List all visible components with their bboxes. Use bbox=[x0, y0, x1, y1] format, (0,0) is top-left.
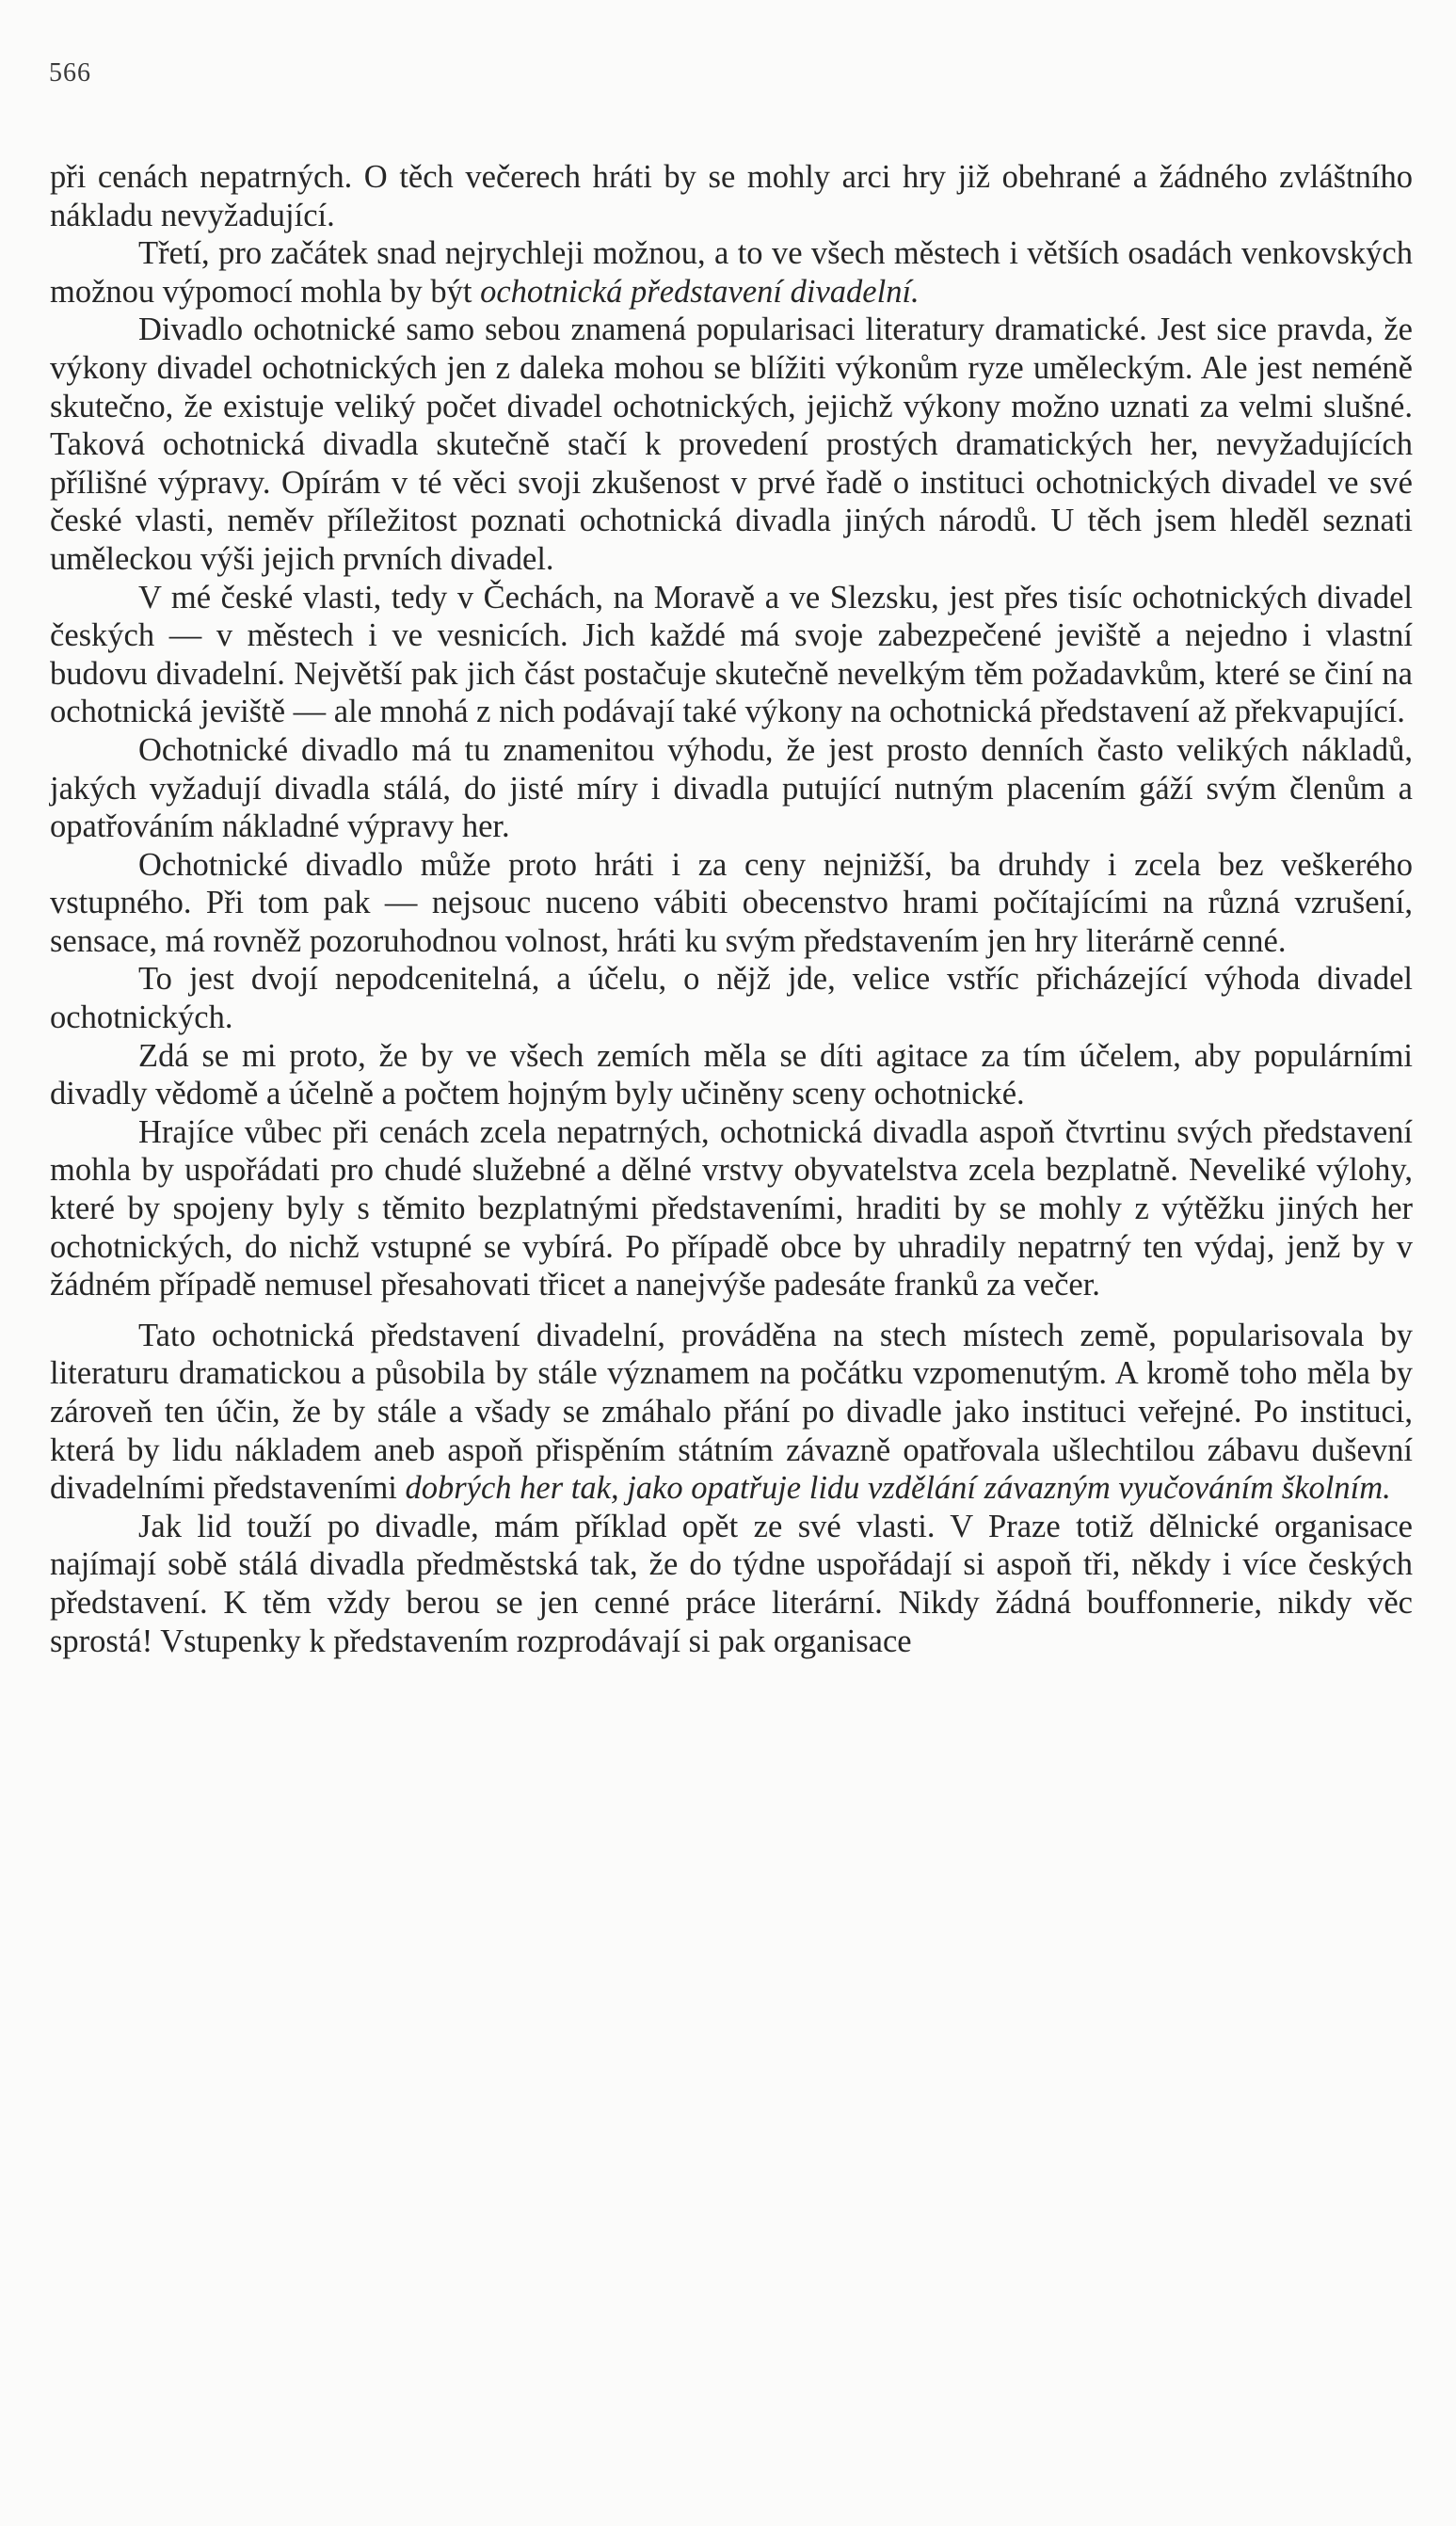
paragraph bbox=[50, 960, 1413, 1036]
text-run: Jak lid touží po divadle, mám příklad opět ze své vlasti. V Praze totiž dělnické organisace najímají sobě stálá divadla předměstská tak, že do týdne uspořádají si aspoň tři, někdy i více českých představení. K těm vždy berou se jen cenné práce literární. Nikdy žádná bouffonnerie, nikdy věc sprostá! Vstupenky k představením rozprodávají si pak organisace bbox=[50, 1508, 1413, 1659]
paragraph bbox=[50, 1317, 1413, 1508]
paragraph bbox=[50, 158, 1413, 234]
text-run: Zdá se mi proto, že by ve všech zemích měla se díti agitace za tím účelem, aby populárními divadly vědomě a účelně a počtem hojným byly učiněny sceny ochotnické. bbox=[50, 1037, 1413, 1112]
text-run: Hrajíce vůbec při cenách zcela nepatrných, ochotnická divadla aspoň čtvrtinu svých představení mohla by uspořádati pro chudé služebné a dělné vrstvy obyvatelstva zcela bezplatně. Neveliké výlohy, které by spojeny byly s těmito bezplatnými představeními, hraditi by se mohly z výtěžku jiných her ochotnických, do nichž vstupné se vybírá. Po případě obce by uhradily nepatrný ten výdaj, jenž by v žádném případě nemusel přesahovati třicet a nanejvýše padesáte franků za večer. bbox=[50, 1113, 1413, 1303]
text-run: Ochotnické divadlo může proto hráti i za ceny nejnižší, ba druhdy i zcela bez veškerého vstupného. Při tom pak — nejsouc nuceno vábiti obecenstvo hrami počítajícími na různá vzrušení, sensace, má rovněž pozoruhodnou volnost, hráti ku svým představením jen hry literárně cenné. bbox=[50, 846, 1413, 959]
paragraph bbox=[50, 731, 1413, 846]
page-number: 566 bbox=[49, 58, 91, 88]
paragraph bbox=[50, 1508, 1413, 1660]
italic-emphasis: ochotnická představení divadelní. bbox=[480, 273, 920, 310]
text-run: To jest dvojí nepodcenitelná, a účelu, o nějž jde, velice vstříc přicházející výhoda divadel ochotnických. bbox=[50, 961, 1413, 1036]
italic-emphasis: dobrých her tak, jako opatřuje lidu vzdělání závazným vyučováním školním. bbox=[405, 1470, 1391, 1507]
paragraph bbox=[50, 1113, 1413, 1304]
text-run: při cenách nepatrných. O těch večerech hráti by se mohly arci hry již obehrané a žádného zvláštního nákladu nevyžadující. bbox=[50, 159, 1413, 233]
paragraph bbox=[50, 846, 1413, 961]
paragraph bbox=[50, 311, 1413, 578]
body-text bbox=[50, 158, 1413, 1660]
paragraph bbox=[50, 1037, 1413, 1113]
text-run: Divadlo ochotnické samo sebou znamená popularisaci literatury dramatické. Jest sice pravda, že výkony divadel ochotnických jen z daleka mohou se blížiti výkonům ryze uměleckým. Ale jest neméně skutečno, že existuje veliký počet divadel ochotnických, jejichž výkony možno uznati za velmi slušné. Taková ochotnická divadla skutečně stačí k provedení prostých dramatických her, nevyžadujících přílišné výpravy. Opírám v té věci svoji zkušenost v prvé řadě o instituci ochotnických divadel ve své české vlasti, neměv příležitost poznati ochotnická divadla jiných národů. U těch jsem hleděl seznati uměleckou výši jejich prvních divadel. bbox=[50, 312, 1413, 577]
paragraph bbox=[50, 234, 1413, 311]
text-run: V mé české vlasti, tedy v Čechách, na Moravě a ve Slezsku, jest přes tisíc ochotnických divadel českých — v městech i ve vesnicích. Jich každé má svoje zabezpečené jeviště a nejedno i vlastní budovu divadelní. Největší pak jich část postačuje skutečně nevelkým těm požadavkům, které se činí na ochotnická jeviště — ale mnohá z nich podávají také výkony na ochotnická představení až překvapující. bbox=[50, 579, 1413, 730]
paragraph bbox=[50, 579, 1413, 731]
text-run: Ochotnické divadlo má tu znamenitou výhodu, že jest prosto denních často velikých nákladů, jakých vyžadují divadla stálá, do jisté míry i divadla putující nutným placením gáží svým členům a opatřováním nákladné výpravy her. bbox=[50, 731, 1413, 845]
text-run: Třetí, pro začátek snad nejrychleji možnou, a to ve všech městech i větších osadách venkovských možnou výpomocí mohla by být bbox=[50, 235, 1413, 310]
text-run: Tato ochotnická představení divadelní, prováděna na stech místech země, popularisovala by literaturu dramatickou a působila by stále významem na počátku vzpomenutým. A kromě toho měla by zároveň ten účin, že by stále a všady se zmáhalo přání po divadle jako instituci veřejné. Po instituci, která by lidu nákladem aneb aspoň přispěním státním závazně opatřovala ušlechtilou zábavu duševní divadelními představeními bbox=[50, 1317, 1413, 1507]
